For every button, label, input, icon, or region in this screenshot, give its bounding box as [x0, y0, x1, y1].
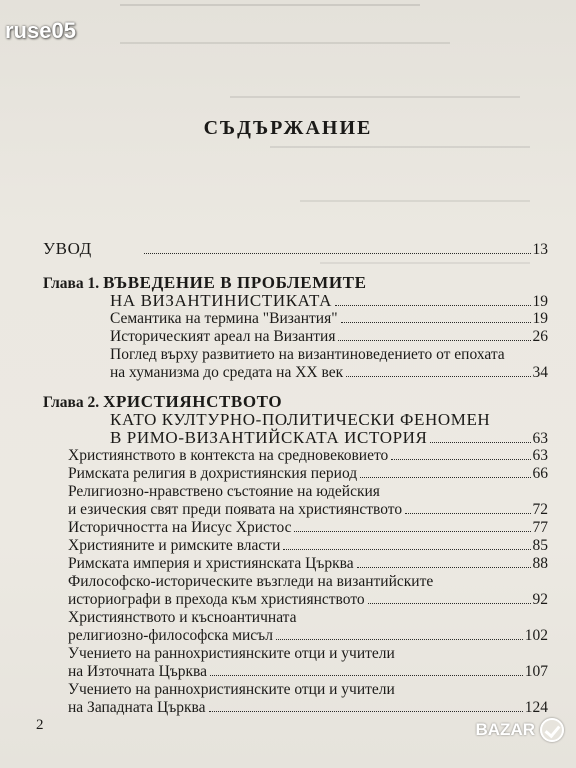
page-number: 66 — [532, 465, 548, 482]
chapter-prefix: Глава 1. — [43, 275, 100, 292]
page-number: 63 — [532, 430, 548, 447]
toc-entry-line1: Поглед върху развитието на византиноведението от епохата — [110, 346, 505, 363]
leader-dots — [338, 340, 530, 341]
page-number: 107 — [524, 663, 548, 680]
toc-entry — [68, 537, 548, 555]
toc-entry — [68, 627, 548, 645]
leader-dots — [210, 675, 523, 676]
site-watermark: ruse05 — [5, 18, 76, 43]
toc-entry-label: на Западната Църква — [68, 699, 206, 716]
chapter-title-line: ВЪВЕДЕНИЕ В ПРОБЛЕМИТЕ — [103, 273, 367, 292]
leader-dots — [276, 639, 523, 640]
toc-entry-label: историографи в прехода към християнството — [68, 591, 365, 608]
toc-entry — [68, 447, 548, 465]
chapter-title-line: В РИМО-ВИЗАНТИЙСКАТА ИСТОРИЯ — [110, 428, 428, 447]
leader-dots — [368, 603, 531, 604]
leader-dots — [341, 322, 531, 323]
checkmark-icon — [540, 718, 564, 742]
toc-entry-label: на хуманизма до средата на XX век — [110, 364, 344, 381]
page-number: 88 — [532, 555, 548, 572]
toc-entry — [110, 310, 548, 328]
toc-entry-label: и езическия свят преди появата на християнството — [68, 501, 403, 518]
leader-dots — [283, 549, 530, 550]
leader-dots — [430, 442, 530, 443]
chapter-1-heading-line2 — [110, 292, 548, 311]
leader-dots — [346, 376, 530, 377]
leader-dots — [144, 253, 531, 254]
toc-entry-line1: Учението на раннохристиянските отци и учители — [68, 645, 395, 662]
toc-entry — [68, 465, 548, 483]
toc-entry — [68, 555, 548, 573]
page-number: 85 — [532, 537, 548, 554]
logo-text: BAZAR — [475, 720, 535, 739]
toc-entry-label: Историчността на Иисус Христос — [68, 519, 292, 536]
page-number: 92 — [532, 591, 548, 608]
page-number: 102 — [524, 627, 548, 644]
toc-entry-line1: Християнството и късноантичната — [68, 609, 297, 626]
toc-entry — [68, 663, 548, 681]
toc-entry — [110, 364, 548, 382]
leader-dots — [391, 459, 530, 460]
toc-entry-label: Християните и римските власти — [68, 537, 281, 554]
chapter-title-line: ХРИСТИЯНСТВОТО — [103, 392, 283, 411]
toc-entry-label: Семантика на термина "Византия" — [110, 310, 338, 327]
chapter-prefix: Глава 2. — [43, 394, 100, 411]
chapter-2-heading-line2: КАТО КУЛТУРНО-ПОЛИТИЧЕСКИ ФЕНОМЕН — [110, 410, 491, 429]
toc-entry-line1: Философско-историческите възгледи на византийските — [68, 573, 434, 590]
toc-entry-label: Римската империя и християнската Църква — [68, 555, 354, 572]
page-number: 26 — [532, 328, 548, 345]
toc-entry — [68, 519, 548, 537]
page-number: 34 — [532, 364, 548, 381]
chapter-2-heading-line3 — [110, 429, 548, 448]
toc-entry — [68, 699, 548, 717]
page-folio-number: 2 — [36, 717, 44, 733]
page-number: 72 — [532, 501, 548, 518]
toc-entry-intro — [43, 240, 548, 259]
toc-entry — [68, 501, 548, 519]
page-number: 124 — [524, 699, 548, 716]
page-number: 77 — [532, 519, 548, 536]
toc-entry-label: Историческият ареал на Византия — [110, 328, 336, 345]
page-title: СЪДЪРЖАНИЕ — [203, 117, 373, 139]
toc-entry — [68, 591, 548, 609]
site-logo — [476, 718, 565, 742]
toc-entry-label: Римската религия в дохристиянския период — [68, 465, 358, 482]
toc-entry-label: на Източната Църква — [68, 663, 208, 680]
leader-dots — [405, 513, 530, 514]
toc-entry-line1: Религиозно-нравствено състояние на юдейския — [68, 483, 380, 500]
chapter-title-line: НА ВИЗАНТИНИСТИКАТА — [110, 291, 333, 310]
toc-entry-line1: Учението на раннохристиянските отци и учители — [68, 681, 395, 698]
leader-dots — [209, 711, 523, 712]
page-number: 13 — [532, 241, 548, 258]
leader-dots — [357, 567, 531, 568]
leader-dots — [294, 531, 530, 532]
toc-entry-label: религиозно-философска мисъл — [68, 627, 273, 644]
leader-dots — [360, 477, 530, 478]
toc-entry-label: Християнството в контекста на средновековието — [68, 447, 389, 464]
page-number: 19 — [532, 310, 548, 327]
page-number: 63 — [532, 447, 548, 464]
page-number: 19 — [532, 293, 548, 310]
leader-dots — [335, 305, 530, 306]
toc-entry-label: УВОД — [43, 239, 92, 258]
toc-entry — [110, 328, 548, 346]
